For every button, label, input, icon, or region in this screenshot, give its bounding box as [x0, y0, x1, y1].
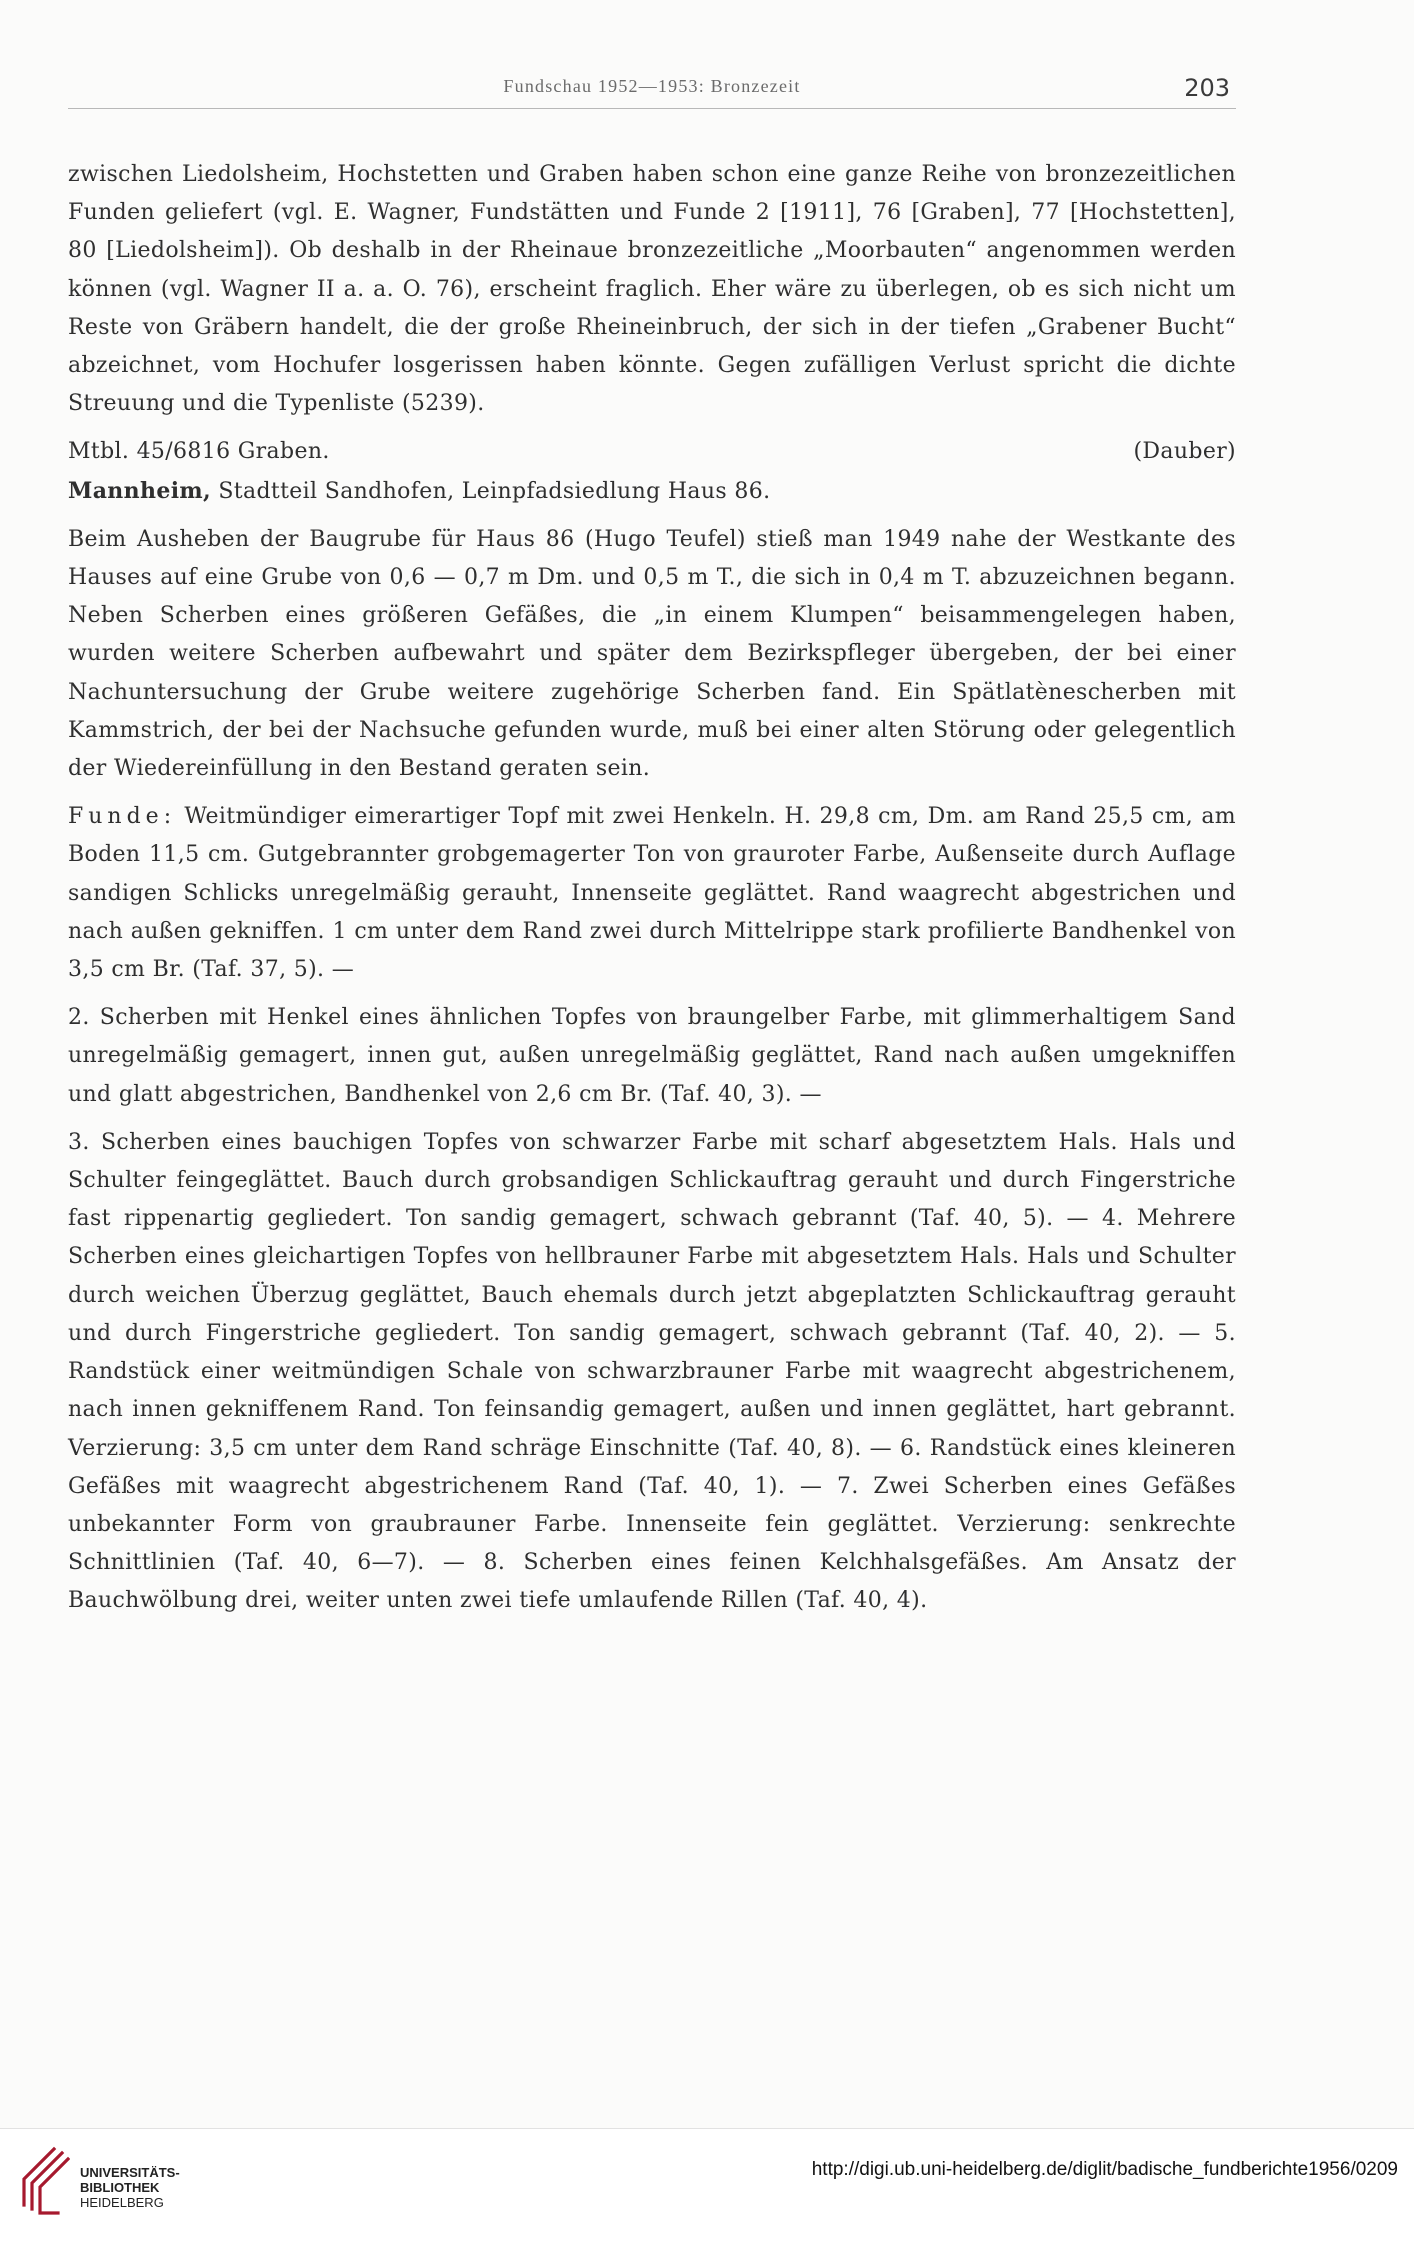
paragraph-graben-finds: zwischen Liedolsheim, Hochstetten und Graben haben schon eine ganze Reihe von bronzezeitlichen Funden geliefert (vgl. E. Wagner, Fundstätten und Funde 2 [1911], 76 [Graben], 77 [Hochstetten], 80 [Liedolsheim]). Ob deshalb in der Rheinaue bronzezeitliche „Moorbauten“ angenommen werden können (vgl. Wagner II a. a. O. 76), erscheint fraglich. Eher wäre zu überlegen, ob es sich nicht um Reste von Gräbern handelt, die der große Rheineinbruch, der sich in der tiefen „Grabener Bucht“ abzeichnet, vom Hochufer losgerissen haben könnte. Gegen zufälligen Verlust spricht die dichte Streuung und die Typenliste (5239).	[68, 162, 1236, 417]
heading-place: Mannheim,	[68, 477, 212, 504]
map-sheet-line	[68, 433, 1236, 471]
running-title: Fundschau 1952—1953: Bronzezeit	[503, 76, 801, 96]
library-name-line1: UNIVERSITÄTS-	[80, 2165, 180, 2180]
author-signature: (Dauber)	[1133, 439, 1236, 465]
paragraph-finds-3-8: 3. Scherben eines bauchigen Topfes von schwarzer Farbe mit scharf abgesetztem Hals. Hals und Schulter feingeglättet. Bauch durch grobsandigen Schlickauftrag gerauht und durch Fingerstriche fast rippenartig gegliedert. Ton sandig gemagert, schwach gebrannt (Taf. 40, 5). — 4. Mehrere Scherben eines gleichartigen Topfes von hellbrauner Farbe mit abgesetztem Hals. Hals und Schulter durch weichen Überzug geglättet, Bauch ehemals durch jetzt abgeplatzten Schlickauftrag gerauht und durch Fingerstriche gegliedert. Ton sandig gemagert, schwach gebrannt (Taf. 40, 2). — 5. Randstück einer weitmündigen Schale von schwarzbrauner Farbe mit waagrecht abgestrichenem, nach innen gekniffenem Rand. Ton feinsandig gemagert, außen und innen geglättet, hart gebrannt. Verzierung: 3,5 cm unter dem Rand schräge Einschnitte (Taf. 40, 8). — 6. Randstück eines kleineren Gefäßes mit waagrecht abgestrichenem Rand (Taf. 40, 1). — 7. Zwei Scherben eines Gefäßes unbekannter Form von graubrauner Farbe. Innenseite fein geglättet. Verzierung: senkrechte Schnittlinien (Taf. 40, 6—7). — 8. Scherben eines feinen Kelchhalsgefäßes. Am Ansatz der Bauchwölbung drei, weiter unten zwei tiefe umlaufende Rillen (Taf. 40, 4).	[68, 1129, 1236, 1614]
paragraph-find-2: 2. Scherben mit Henkel eines ähnlichen Topfes von braungelber Farbe, mit glimmerhaltigem Sand unregelmäßig gemagert, innen gut, außen unregelmäßig geglättet, Rand nach außen umgekniffen und glatt abgestrichen, Bandhenkel von 2,6 cm Br. (Taf. 40, 3). —	[68, 1005, 1236, 1107]
body-text	[68, 156, 1236, 1621]
paragraph-excavation: Beim Ausheben der Baugrube für Haus 86 (Hugo Teufel) stieß man 1949 nahe der Westkante des Hauses auf eine Grube von 0,6 — 0,7 m Dm. und 0,5 m T., die sich in 0,4 m T. abzuzeichnen begann. Neben Scherben eines größeren Gefäßes, die „in einem Klumpen“ beisammengelegen haben, wurden weitere Scherben aufbewahrt und später dem Bezirkspfleger übergeben, der bei einer Nachuntersuchung der Grube weitere zugehörige Scherben fand. Ein Spätlatènescherben mit Kammstrich, der bei der Nachsuche gefunden wurde, muß bei einer alten Störung oder gelegentlich der Wiedereinfüllung in den Bestand geraten sein.	[68, 526, 1236, 782]
paragraph-funde	[68, 798, 1236, 989]
heading-location: Stadtteil Sandhofen, Leinpfadsiedlung Haus 86.	[211, 478, 771, 504]
funde-text: Weitmündiger eimerartiger Topf mit zwei Henkeln. H. 29,8 cm, Dm. am Rand 25,5 cm, am Boden 11,5 cm. Gutgebrannter grobgemagerter Ton von grauroter Farbe, Außenseite durch Auflage sandigen Schlicks unregelmäßig gerauht, Innenseite geglättet. Rand waagrecht abgestrichen und nach außen gekniffen. 1 cm unter dem Rand zwei durch Mittelrippe stark profilierte Bandhenkel von 3,5 cm Br. (Taf. 37, 5). —	[68, 804, 1236, 983]
page-number: 203	[1184, 74, 1230, 102]
library-name-line2: BIBLIOTHEK	[80, 2180, 160, 2195]
library-name-line3: HEIDELBERG	[80, 2195, 164, 2210]
library-name	[80, 2165, 180, 2210]
map-sheet-reference: Mtbl. 45/6816 Graben.	[68, 439, 330, 465]
running-header	[68, 72, 1236, 109]
source-url[interactable]: http://digi.ub.uni-heidelberg.de/diglit/badische_fundberichte1956/0209	[811, 2159, 1398, 2180]
digitization-footer	[0, 2128, 1414, 2243]
library-logo-icon	[14, 2143, 70, 2223]
section-heading-mannheim	[68, 472, 1236, 511]
funde-label: Funde:	[68, 804, 177, 830]
